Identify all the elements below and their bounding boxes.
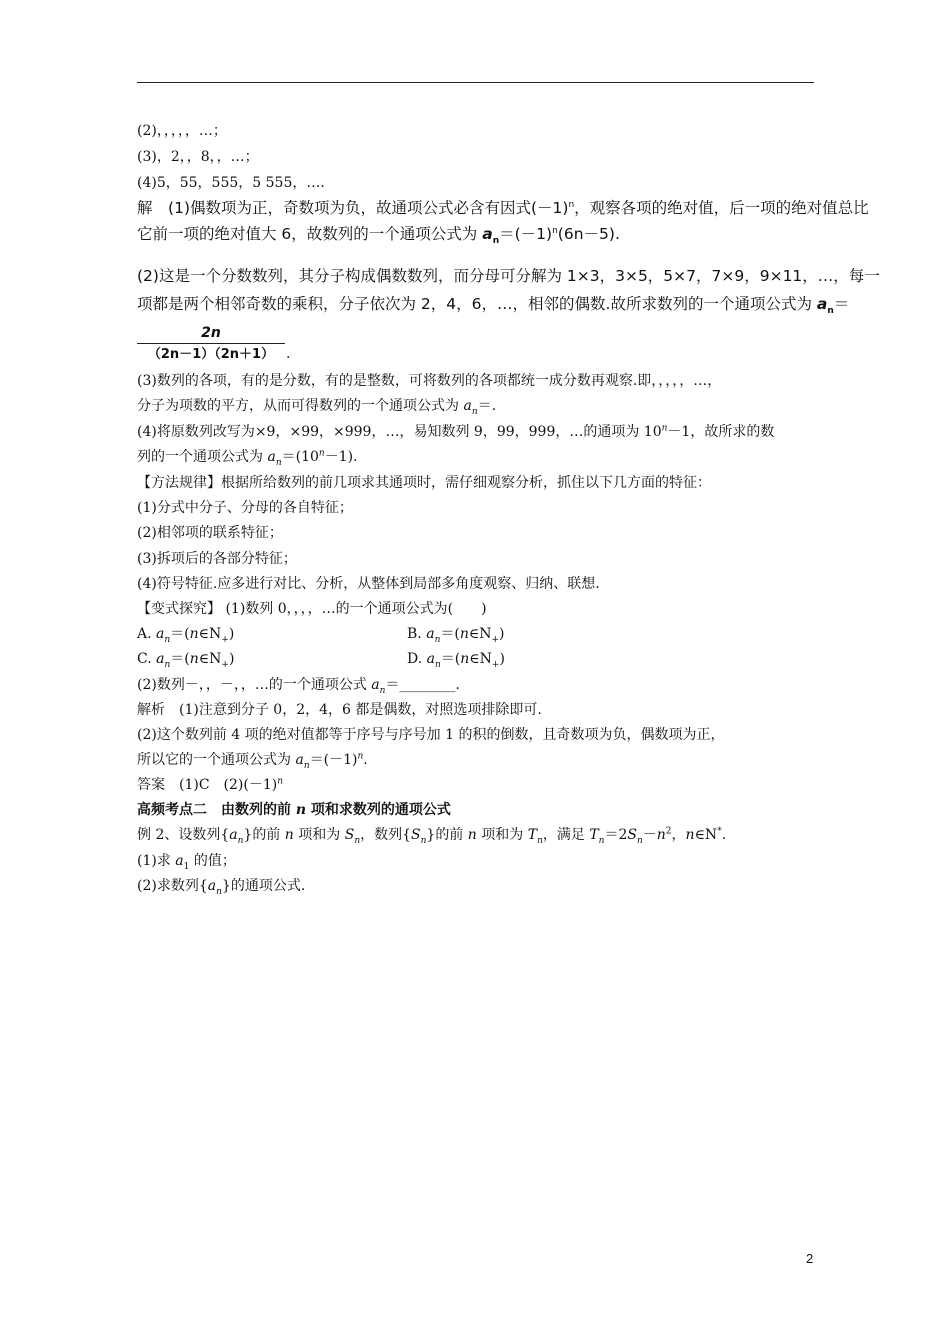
option-row-1 [137, 624, 234, 644]
fraction-denominator: （2n－1）（2n＋1） [147, 347, 275, 362]
example-2: 例 2、设数列$\{a_n\}$的前 n 项和为 $S_n$，数列$\{S_n\}$的前 n 项和为 $T_n$，满足 $T_n=2S_n-n^2$，n∈N*. [137, 826, 727, 846]
option-d: D. $a_n=(n\in N_+)$ [407, 651, 505, 670]
method-item-2: (2)相邻项的联系特征； [137, 525, 283, 541]
answer-line: 答案 (1)C $(2)(-1)^n$ [137, 776, 284, 793]
method-item-3: (3)拆项后的各部分特征； [137, 551, 297, 567]
option-c: C. $a_n=(n\in N_+)$ [137, 651, 235, 670]
option-a: A. $a_n=(n\in N_+)$ [137, 626, 235, 645]
line-2: (2)，，，，，…； [137, 123, 227, 139]
method-heading: 【方法规律】根据所给数列的前几项求其通项时，需仔细观察分析，抓住以下几方面的特征： [137, 475, 711, 491]
fraction-period: . [286, 346, 291, 362]
solution-2-line-b: 项都是两个相邻奇数的乘积，分子依次为 2，4，6，…，相邻的偶数.故所求数列的一个通项公式为 $a_n=$ [137, 295, 850, 317]
solution-3-line-a: (3)数列的各项，有的是分数，有的是整数，可将数列的各项都统一成分数再观察.即，，，，，…， [137, 373, 722, 389]
option-b: B. $a_n=(n\in N_+)$ [407, 626, 505, 645]
question-1: (1)求 $a_1$ 的值； [137, 853, 236, 872]
solution-4-line-a: (4)将原数列改写为×9，×99，×999，…，易知数列 9，99，999，…的通项为 $10^n-1$，故所求的数 [137, 423, 775, 440]
analysis-line-1: 解析 (1)注意到分子 0，2，4，6 都是偶数，对照选项排除即可. [137, 702, 542, 718]
analysis-line-2: (2)这个数列前 4 项的绝对值都等于序号与序号加 1 的积的倒数，且奇数项为负，偶数项为正， [137, 727, 725, 743]
solution-4-line-b: 列的一个通项公式为 $a_n=(10^n-1)$. [137, 448, 358, 468]
question-2: (2)求数列$\{a_n\}$的通项公式. [137, 878, 306, 897]
method-item-4: (4)符号特征.应多进行对比、分析，从整体到局部多角度观察、归纳、联想. [137, 576, 600, 592]
fraction-bar [137, 343, 285, 344]
section-heading: 高频考点二 由数列的前 n 项和求数列的通项公式 [137, 802, 451, 818]
solution-3-line-b: 分子为项数的平方，从而可得数列的一个通项公式为 $a_n=$. [137, 398, 497, 417]
fraction-formula [137, 324, 285, 363]
fraction-numerator: 2n [201, 325, 221, 341]
solution-2-line-a: (2)这是一个分数数列，其分子构成偶数数列，而分母可分解为 1×3，3×5，5×7，7×9，9×11，…，每一 [137, 267, 880, 285]
variant-question-1: 【变式探究】 (1)数列 0，，，，…的一个通项公式为( ) [137, 601, 487, 617]
page-number: 2 [806, 1251, 814, 1266]
line-4: (4)5，55，555，5 555，…. [137, 175, 325, 191]
method-item-1: (1)分式中分子、分母的各自特征； [137, 500, 353, 516]
line-3: (3)，2，，8，，…； [137, 149, 259, 165]
solution-1-line-a: 解 (1)偶数项为正，奇数项为负，故通项公式必含有因式$(-1)^n$，观察各项的绝对值，后一项的绝对值总比 [137, 199, 869, 217]
analysis-line-3: 所以它的一个通项公式为 $a_n=(-1)^n$. [137, 751, 368, 771]
solution-1-line-b: 它前一项的绝对值大 6，故数列的一个通项公式为 $a_n=(-1)^n(6n-5)$. [137, 225, 620, 247]
variant-question-2: (2)数列－，，－，，…的一个通项公式 $a_n=\_\_\_\_\_\_\_\_$. [137, 677, 460, 696]
header-rule [137, 82, 814, 83]
